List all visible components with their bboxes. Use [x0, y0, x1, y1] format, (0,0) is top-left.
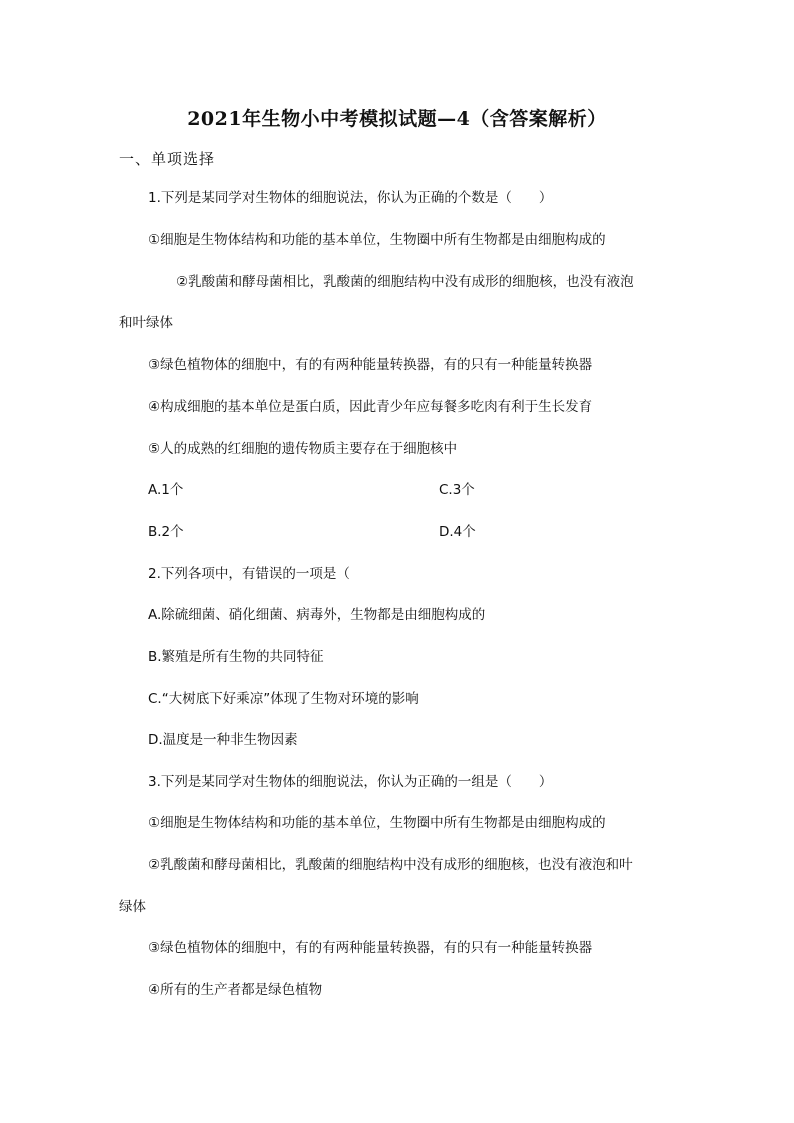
- question-3-statement-1: ①细胞是生物体结构和功能的基本单位，生物圈中所有生物都是由细胞构成的: [148, 815, 606, 831]
- question-1-statement-4: ④构成细胞的基本单位是蛋白质，因此青少年应每餐多吃肉有利于生长发育: [148, 399, 593, 415]
- question-1-statement-5: ⑤人的成熟的红细胞的遗传物质主要存在于细胞核中: [148, 441, 458, 457]
- question-1-statement-2: ②乳酸菌和酵母菌相比，乳酸菌的细胞结构中没有成形的细胞核，也没有液泡: [176, 274, 634, 290]
- question-3-statement-2-cont: 绿体: [119, 899, 146, 915]
- question-2-stem: 2.下列各项中，有错误的一项是（: [148, 566, 350, 582]
- question-1-statement-1: ①细胞是生物体结构和功能的基本单位，生物圈中所有生物都是由细胞构成的: [148, 232, 606, 248]
- question-2-option-c: C.“大树底下好乘凉”体现了生物对环境的影响: [148, 691, 419, 707]
- question-1-option-c: C.3个: [439, 482, 475, 498]
- question-1-option-d: D.4个: [439, 524, 476, 540]
- page-title: 2021年生物小中考模拟试题—4（含答案解析）: [187, 108, 607, 130]
- question-1-statement-2-cont: 和叶绿体: [119, 315, 173, 331]
- section-heading: 一、单项选择: [119, 150, 216, 168]
- question-3-statement-2: ②乳酸菌和酵母菌相比，乳酸菌的细胞结构中没有成形的细胞核，也没有液泡和叶: [148, 857, 633, 873]
- question-3-stem: 3.下列是某同学对生物体的细胞说法，你认为正确的一组是（ ）: [148, 774, 553, 790]
- question-2-option-a: A.除硫细菌、硝化细菌、病毒外，生物都是由细胞构成的: [148, 607, 486, 623]
- question-3-statement-3: ③绿色植物体的细胞中，有的有两种能量转换器，有的只有一种能量转换器: [148, 940, 593, 956]
- question-1-statement-3: ③绿色植物体的细胞中，有的有两种能量转换器，有的只有一种能量转换器: [148, 357, 593, 373]
- question-1-stem: 1.下列是某同学对生物体的细胞说法，你认为正确的个数是（ ）: [148, 190, 553, 206]
- question-2-option-d: D.温度是一种非生物因素: [148, 732, 298, 748]
- question-1-option-b: B.2个: [148, 524, 184, 540]
- question-3-statement-4: ④所有的生产者都是绿色植物: [148, 982, 323, 998]
- question-1-option-a: A.1个: [148, 482, 184, 498]
- question-2-option-b: B.繁殖是所有生物的共同特征: [148, 649, 324, 665]
